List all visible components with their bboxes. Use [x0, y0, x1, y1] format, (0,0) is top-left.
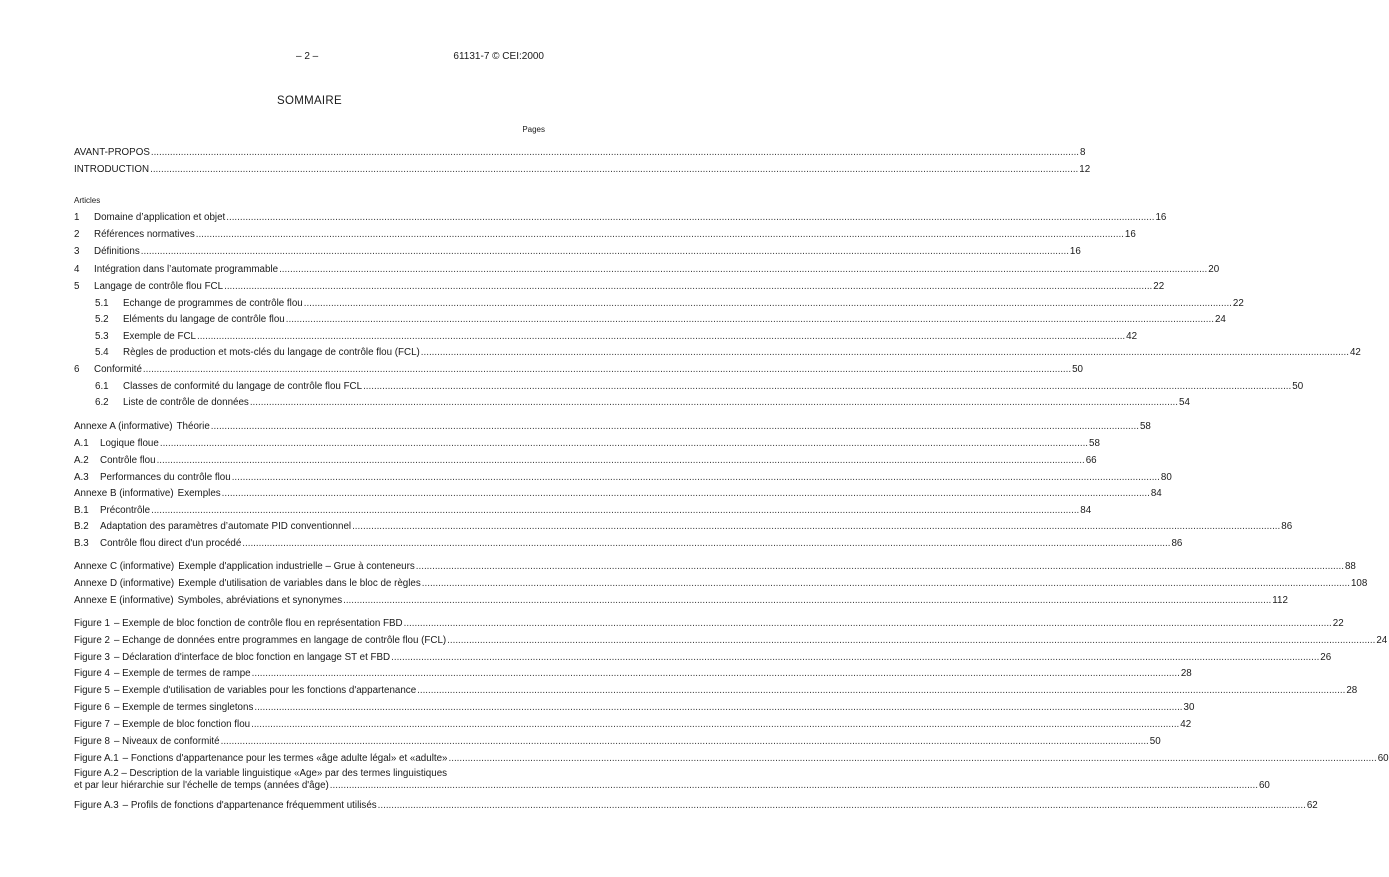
toc-entry-text: Domaine d’application et objet — [94, 212, 226, 223]
toc-entry-page: 8 — [1080, 147, 1086, 158]
toc-entry[interactable] — [74, 363, 1083, 376]
figure-caption: – Echange de données entre programmes en langage de contrôle flou (FCL) — [113, 635, 447, 646]
toc-entry-text: Logique floue — [100, 438, 159, 449]
toc-entry-page: 22 — [1232, 298, 1244, 309]
toc-entry-number: 1 — [74, 212, 80, 223]
toc-entry-number: 5.1 — [95, 298, 109, 309]
page-title: SOMMAIRE — [276, 95, 342, 107]
figure-number: Figure 7 — [74, 719, 110, 730]
toc-annex-label: Annexe C (informative) — [74, 561, 175, 572]
toc-entry-text: Liste de contrôle de données — [123, 397, 249, 408]
toc-entry-page: 50 — [1149, 736, 1161, 747]
toc-entry-page: 12 — [1079, 164, 1091, 175]
toc-entry-number: 2 — [74, 229, 80, 240]
toc-entry-text: Echange de programmes de contrôle flou — [123, 298, 303, 309]
figure-number: Figure 8 — [74, 736, 110, 747]
toc-entry-page: 42 — [1126, 331, 1138, 342]
toc-annex-entry[interactable] — [74, 577, 1368, 590]
figure-number: Figure A.3 — [74, 800, 119, 811]
toc-entry-text: Conformité — [94, 364, 142, 375]
toc-entry-page: 30 — [1183, 702, 1195, 713]
toc-annex-entry[interactable] — [74, 487, 1162, 500]
toc-subentry[interactable] — [95, 380, 1304, 393]
articles-label: Articles — [74, 196, 101, 205]
header-reference: 61131-7 © CEI:2000 — [453, 51, 544, 62]
toc-entry-page: 58 — [1089, 438, 1100, 449]
toc-entry-page: 16 — [1069, 246, 1081, 257]
figure-number: Figure 2 — [74, 635, 110, 646]
toc-figure-entry[interactable] — [74, 752, 1389, 765]
figure-caption: – Profils de fonctions d'appartenance fréquemment utilisés — [122, 800, 377, 811]
toc-entry-page: 26 — [1320, 652, 1332, 663]
toc-entry-number: 5.2 — [95, 314, 109, 325]
toc-entry[interactable] — [74, 163, 1091, 176]
toc-entry-number: 3 — [74, 246, 80, 257]
toc-entry-text: INTRODUCTION — [74, 164, 150, 175]
figure-caption: – Exemple de bloc fonction de contrôle flou en représentation FBD — [113, 618, 403, 629]
toc-entry[interactable] — [74, 471, 1172, 484]
toc-entry-text: Exemple de FCL — [123, 331, 196, 342]
toc-entry-page: 28 — [1180, 668, 1192, 679]
toc-annex-label: Annexe B (informative) — [74, 488, 174, 499]
figure-caption-line-1: Figure A.2 – Description de la variable linguistique «Age» par des termes linguistiques — [74, 768, 448, 779]
figure-caption: – Exemple de termes de rampe — [113, 668, 251, 679]
toc-entry-text: Langage de contrôle flou FCL — [94, 281, 224, 292]
toc-figure-entry[interactable] — [74, 617, 1344, 630]
toc-entry-number: A.1 — [74, 438, 89, 449]
toc-annex-label: Annexe E (informative) — [74, 595, 174, 606]
toc-entry-page: 50 — [1292, 381, 1304, 392]
figure-number: Figure 4 — [74, 668, 110, 679]
figure-number: Figure 6 — [74, 702, 110, 713]
toc-entry-text: Exemple d'utilisation de variables dans le bloc de règles — [178, 578, 421, 589]
toc-entry[interactable] — [74, 520, 1293, 533]
toc-entry-page: 42 — [1349, 347, 1361, 358]
toc-entry-number: 6.2 — [95, 397, 109, 408]
toc-entry-text: Règles de production et mots-clés du langage de contrôle flou (FCL) — [123, 347, 420, 358]
toc-entry[interactable] — [74, 245, 1081, 258]
toc-entry-page: 24 — [1214, 314, 1226, 325]
toc-entry-page: 84 — [1080, 505, 1092, 516]
toc-entry[interactable] — [74, 146, 1086, 159]
toc-entry-page: 88 — [1344, 561, 1356, 572]
toc-entry-number: 5 — [74, 281, 80, 292]
toc-entry-page: 108 — [1350, 578, 1368, 589]
toc-entry-text: Précontrôle — [100, 505, 151, 516]
toc-entry-page: 22 — [1332, 618, 1344, 629]
toc-entry-text: Classes de conformité du langage de contrôle flou FCL — [123, 381, 363, 392]
toc-entry-page: 50 — [1072, 364, 1083, 375]
toc-entry-text: Contrôle flou — [100, 455, 156, 466]
toc-figure-entry[interactable] — [74, 634, 1388, 647]
toc-entry-page: 42 — [1180, 719, 1192, 730]
toc-entry-text: Symboles, abréviations et synonymes — [177, 595, 343, 606]
toc-subentry[interactable] — [95, 330, 1138, 343]
toc-entry-page: 60 — [1258, 779, 1270, 791]
toc-entry-page: 16 — [1124, 229, 1136, 240]
toc-entry[interactable] — [74, 228, 1136, 241]
toc-entry-page: 80 — [1160, 472, 1172, 483]
toc-entry-text: Adaptation des paramètres d’automate PID conventionnel — [100, 521, 352, 532]
figure-caption: – Niveaux de conformité — [113, 736, 220, 747]
toc-entry-number: 5.4 — [95, 347, 109, 358]
figure-caption: – Fonctions d'appartenance pour les termes «âge adulte légal» et «adulte» — [122, 753, 448, 764]
toc-entry-number: 6 — [74, 364, 80, 375]
toc-entry[interactable] — [74, 263, 1220, 276]
toc-subentry[interactable] — [95, 297, 1244, 310]
toc-entry-page: 60 — [1377, 753, 1389, 764]
toc-subentry[interactable] — [95, 396, 1190, 409]
toc-entry-text: Performances du contrôle flou — [100, 472, 231, 483]
toc-subentry[interactable] — [95, 313, 1226, 326]
toc-entry-text: AVANT-PROPOS — [74, 147, 150, 158]
toc-entry-text: Eléments du langage de contrôle flou — [123, 314, 285, 325]
toc-entry-page: 24 — [1376, 635, 1388, 646]
toc-entry[interactable] — [74, 437, 1100, 450]
toc-annex-entry[interactable] — [74, 594, 1288, 607]
toc-entry-number: B.3 — [74, 538, 89, 549]
toc-entry-number: B.2 — [74, 521, 89, 532]
toc-entry-page: 86 — [1281, 521, 1293, 532]
toc-figure-entry[interactable] — [74, 735, 1161, 748]
toc-entry-page: 54 — [1179, 397, 1190, 408]
toc-entry-text: Théorie — [176, 421, 210, 432]
toc-figure-entry[interactable] — [74, 684, 1358, 697]
figure-caption: – Exemple de bloc fonction flou — [113, 719, 251, 730]
toc-entry-text: Intégration dans l’automate programmable — [94, 264, 279, 275]
toc-annex-entry[interactable] — [74, 560, 1356, 573]
pages-column-label: Pages — [522, 125, 545, 134]
toc-subentry[interactable] — [95, 346, 1361, 359]
toc-entry[interactable] — [74, 211, 1167, 224]
toc-entry-page: 66 — [1085, 455, 1097, 466]
toc-entry-page: 62 — [1306, 800, 1318, 811]
toc-entry-number: 4 — [74, 264, 80, 275]
toc-figure-entry[interactable] — [74, 799, 1318, 812]
toc-entry-page: 58 — [1139, 421, 1151, 432]
toc-entry-page: 22 — [1153, 281, 1165, 292]
toc-annex-label: Annexe A (informative) — [74, 421, 173, 432]
figure-caption: – Exemple de termes singletons — [113, 702, 254, 713]
header-page-number: – 2 – — [296, 51, 319, 62]
figure-caption: – Déclaration d'interface de bloc fonction en langage ST et FBD — [113, 652, 391, 663]
toc-figure-entry[interactable] — [74, 667, 1192, 680]
figure-caption-line-2: et par leur hiérarchie sur l'échelle de temps (années d'âge) — [74, 779, 329, 791]
toc-entry-page: 86 — [1171, 538, 1183, 549]
toc-annex-label: Annexe D (informative) — [74, 578, 175, 589]
toc-entry[interactable] — [74, 537, 1183, 550]
figure-number: Figure 3 — [74, 652, 110, 663]
toc-figure-entry[interactable] — [74, 718, 1192, 731]
toc-entry-number: B.1 — [74, 505, 89, 516]
figure-number: Figure 1 — [74, 618, 110, 629]
toc-entry-page: 84 — [1150, 488, 1162, 499]
toc-entry-text: Exemples — [177, 488, 221, 499]
figure-caption: – Exemple d'utilisation de variables pour les fonctions d'appartenance — [113, 685, 417, 696]
toc-entry[interactable] — [74, 280, 1165, 293]
toc-entry-text: Références normatives — [94, 229, 195, 240]
toc-entry-page: 112 — [1272, 595, 1288, 606]
toc-figure-entry[interactable] — [74, 701, 1195, 714]
toc-entry[interactable] — [74, 454, 1097, 467]
figure-number: Figure 5 — [74, 685, 110, 696]
toc-entry-number: A.2 — [74, 455, 89, 466]
toc-entry-text: Contrôle flou direct d'un procédé — [100, 538, 242, 549]
toc-annex-entry[interactable] — [74, 420, 1151, 433]
figure-number: Figure A.1 — [74, 753, 119, 764]
toc-entry[interactable] — [74, 504, 1092, 517]
toc-entry-number: 6.1 — [95, 381, 109, 392]
toc-entry-number: A.3 — [74, 472, 89, 483]
toc-figure-entry[interactable] — [74, 651, 1332, 664]
toc-entry-text: Définitions — [94, 246, 140, 257]
toc-entry-page: 28 — [1346, 685, 1358, 696]
toc-entry-page: 16 — [1155, 212, 1167, 223]
toc-entry-text: Exemple d'application industrielle – Grue à conteneurs — [178, 561, 415, 572]
toc-figure-entry-multiline[interactable] — [74, 768, 1270, 791]
toc-entry-page: 20 — [1208, 264, 1220, 275]
toc-entry-number: 5.3 — [95, 331, 109, 342]
